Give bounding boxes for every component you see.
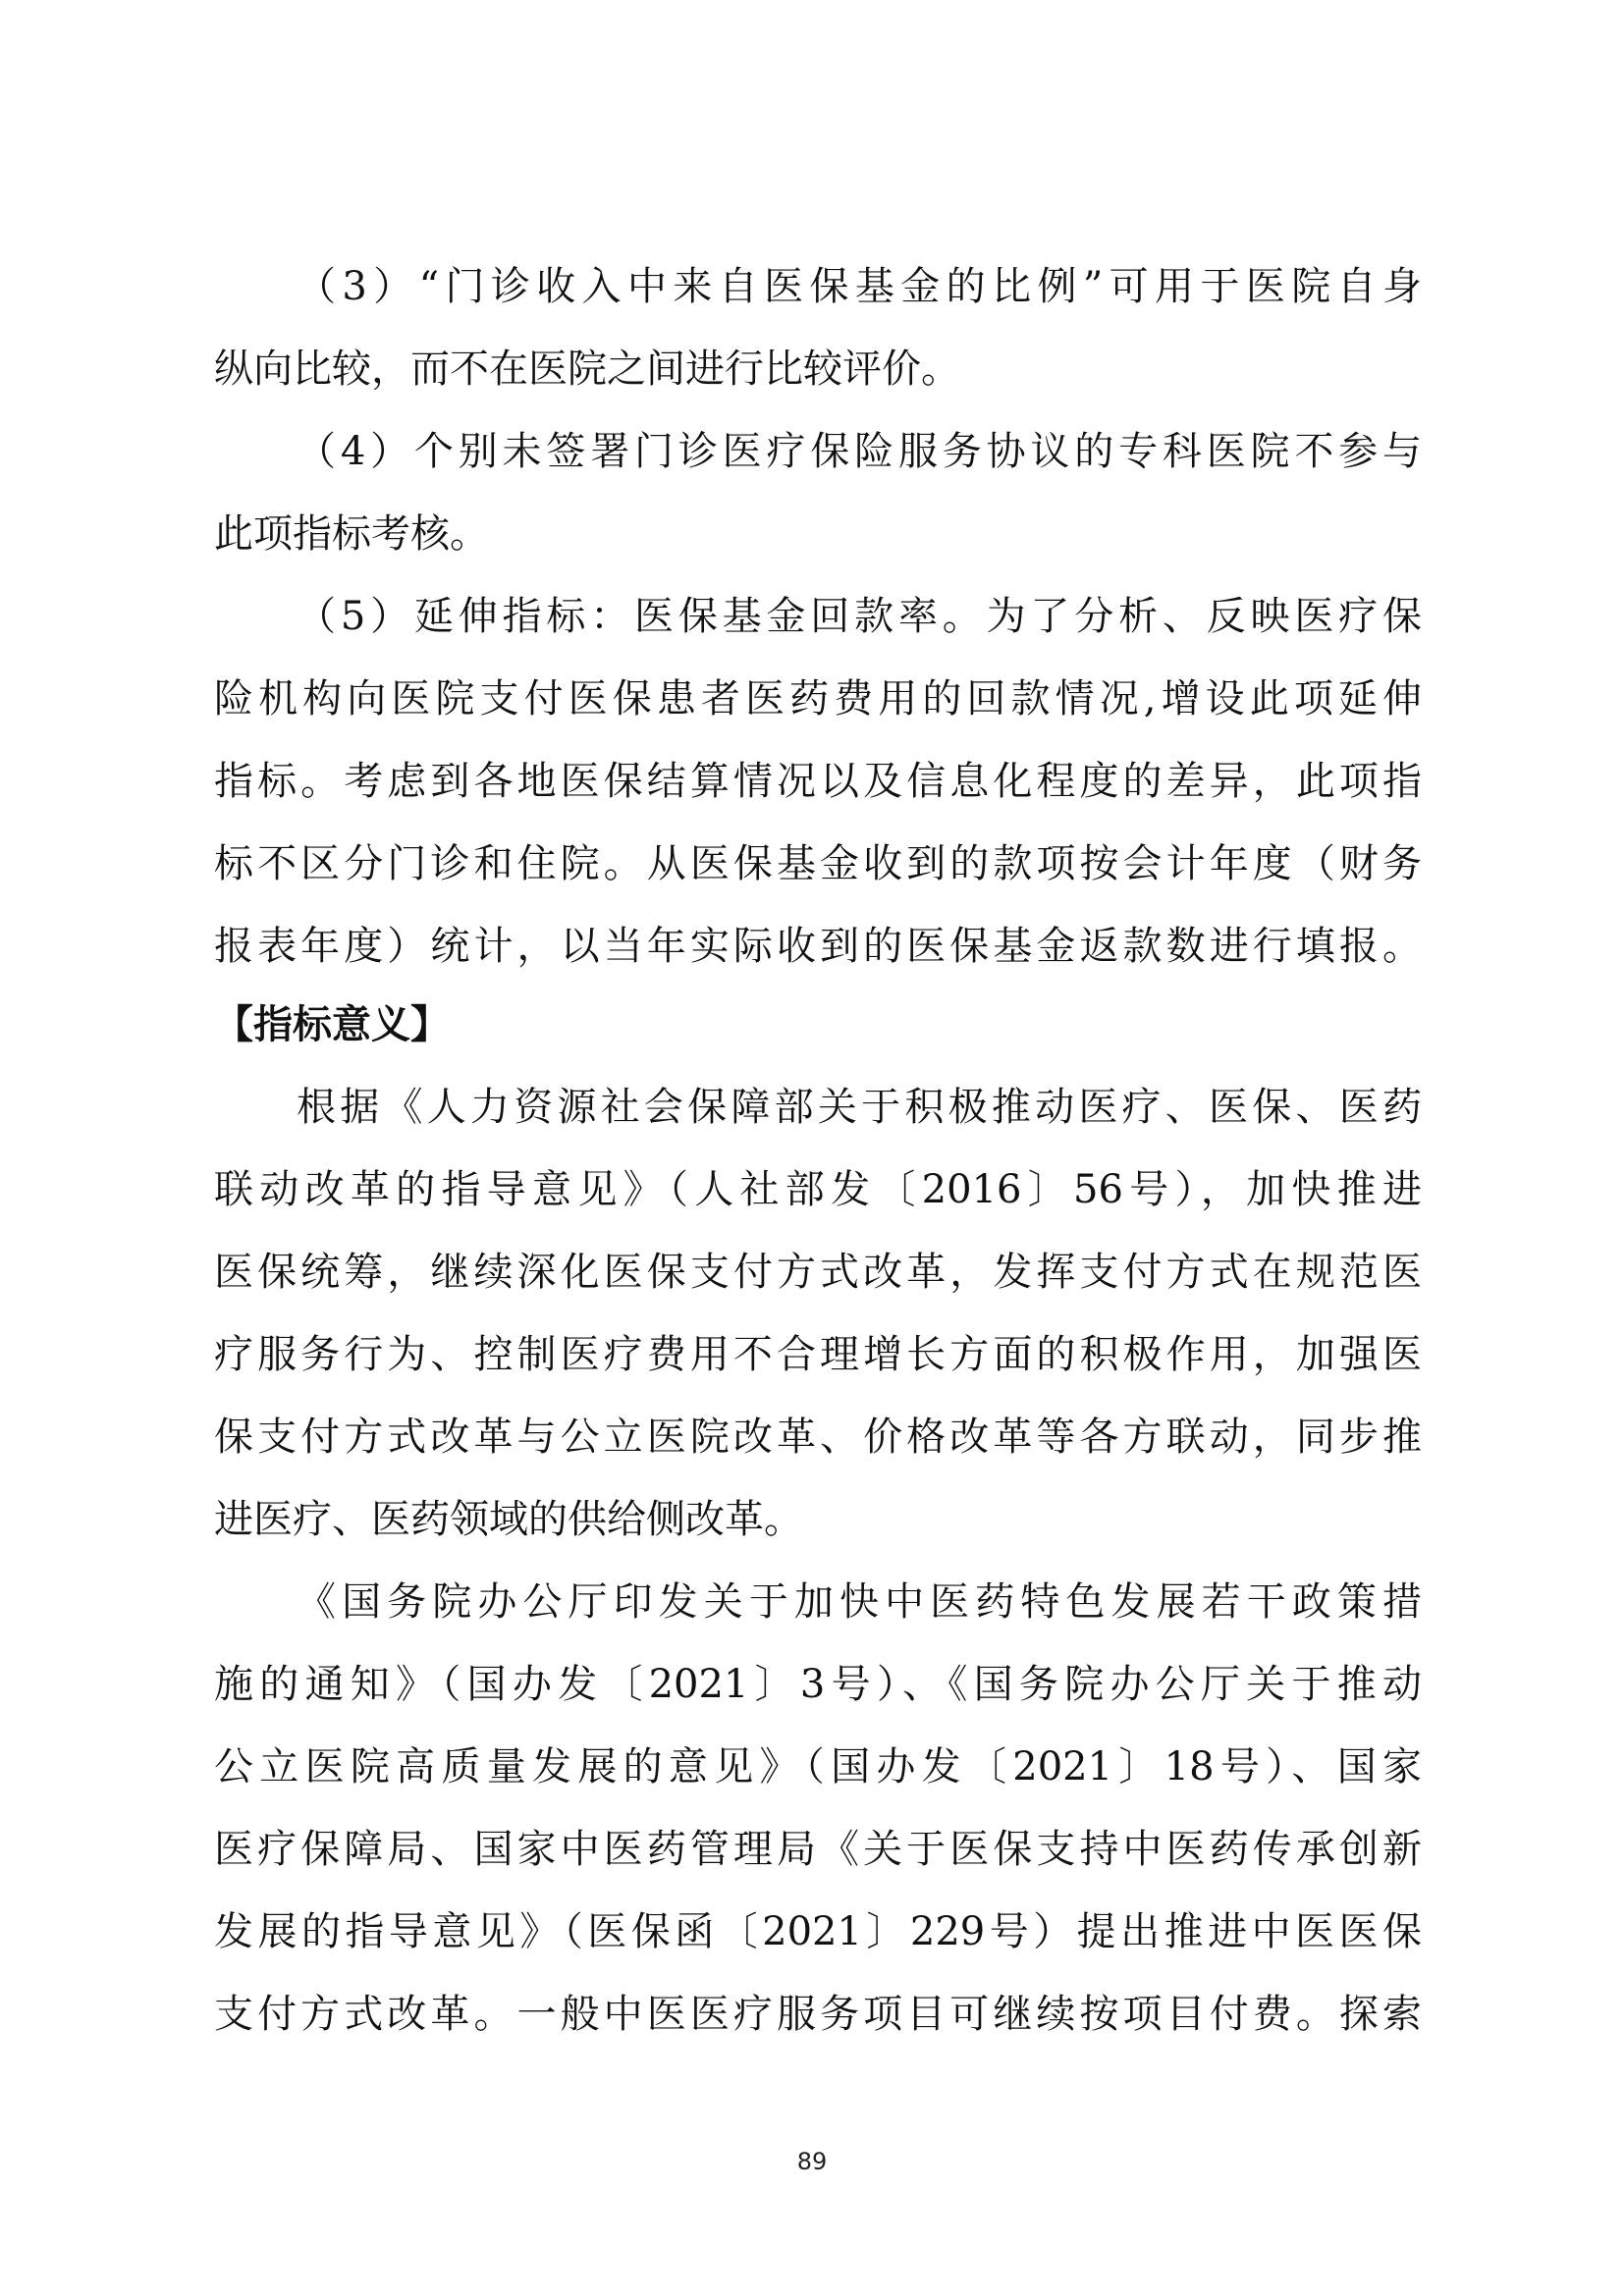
paragraph-5-condition-line-4: 标不区分门诊和住院。从医保基金收到的款项按会计年度（财务 bbox=[214, 841, 1422, 886]
significance-paragraph-2-line-4: 医疗保障局、国家中医药管理局《关于医保支持中医药传承创新 bbox=[214, 1827, 1422, 1872]
section-heading: 【指标意义】 bbox=[214, 1002, 450, 1047]
significance-paragraph-1-line-6: 进医疗、医药领域的供给侧改革。 bbox=[214, 1497, 803, 1542]
significance-paragraph-1-line-4: 疗服务行为、控制医疗费用不合理增长方面的积极作用，加强医 bbox=[214, 1332, 1422, 1377]
significance-paragraph-1-line-1: 根据《人力资源社会保障部关于积极推动医疗、医保、医药 bbox=[297, 1085, 1422, 1130]
significance-paragraph-1-line-5: 保支付方式改革与公立医院改革、价格改革等各方联动，同步推 bbox=[214, 1415, 1422, 1460]
significance-paragraph-1-line-3: 医保统筹，继续深化医保支付方式改革，发挥支付方式在规范医 bbox=[214, 1250, 1422, 1295]
paragraph-5-condition-line-5: 报表年度）统计，以当年实际收到的医保基金返款数进行填报。 bbox=[214, 924, 1422, 969]
significance-paragraph-2-line-6: 支付方式改革。一般中医医疗服务项目可继续按项目付费。探索 bbox=[214, 1992, 1422, 2037]
paragraph-5-condition-line-1: （5）延伸指标：医保基金回款率。为了分析、反映医疗保 bbox=[297, 594, 1422, 639]
page-number: 89 bbox=[796, 2148, 828, 2175]
significance-paragraph-2-line-2: 施的通知》（国办发〔2021〕3号）、《国务院办公厅关于推动 bbox=[214, 1662, 1422, 1707]
paragraph-5-condition-line-3: 指标。考虑到各地医保结算情况以及信息化程度的差异，此项指 bbox=[214, 759, 1422, 804]
significance-paragraph-1-line-2: 联动改革的指导意见》（人社部发〔2016〕56号），加快推进 bbox=[214, 1167, 1422, 1212]
paragraph-4-condition-line-2: 此项指标考核。 bbox=[214, 511, 489, 557]
significance-paragraph-2-line-5: 发展的指导意见》（医保函〔2021〕229号）提出推进中医医保 bbox=[214, 1909, 1422, 1954]
significance-paragraph-2-line-1: 《国务院办公厅印发关于加快中医药特色发展若干政策措 bbox=[297, 1579, 1422, 1625]
paragraph-4-condition-line-1: （4）个别未签署门诊医疗保险服务协议的专科医院不参与 bbox=[297, 429, 1422, 474]
paragraph-3-condition-line-2: 纵向比较，而不在医院之间进行比较评价。 bbox=[214, 347, 960, 392]
paragraph-5-condition-line-2: 险机构向医院支付医保患者医药费用的回款情况,增设此项延伸 bbox=[214, 676, 1422, 721]
paragraph-3-condition-line-1: （3）“门诊收入中来自医保基金的比例”可用于医院自身 bbox=[297, 264, 1422, 309]
significance-paragraph-2-line-3: 公立医院高质量发展的意见》（国办发〔2021〕18号）、国家 bbox=[214, 1744, 1422, 1789]
